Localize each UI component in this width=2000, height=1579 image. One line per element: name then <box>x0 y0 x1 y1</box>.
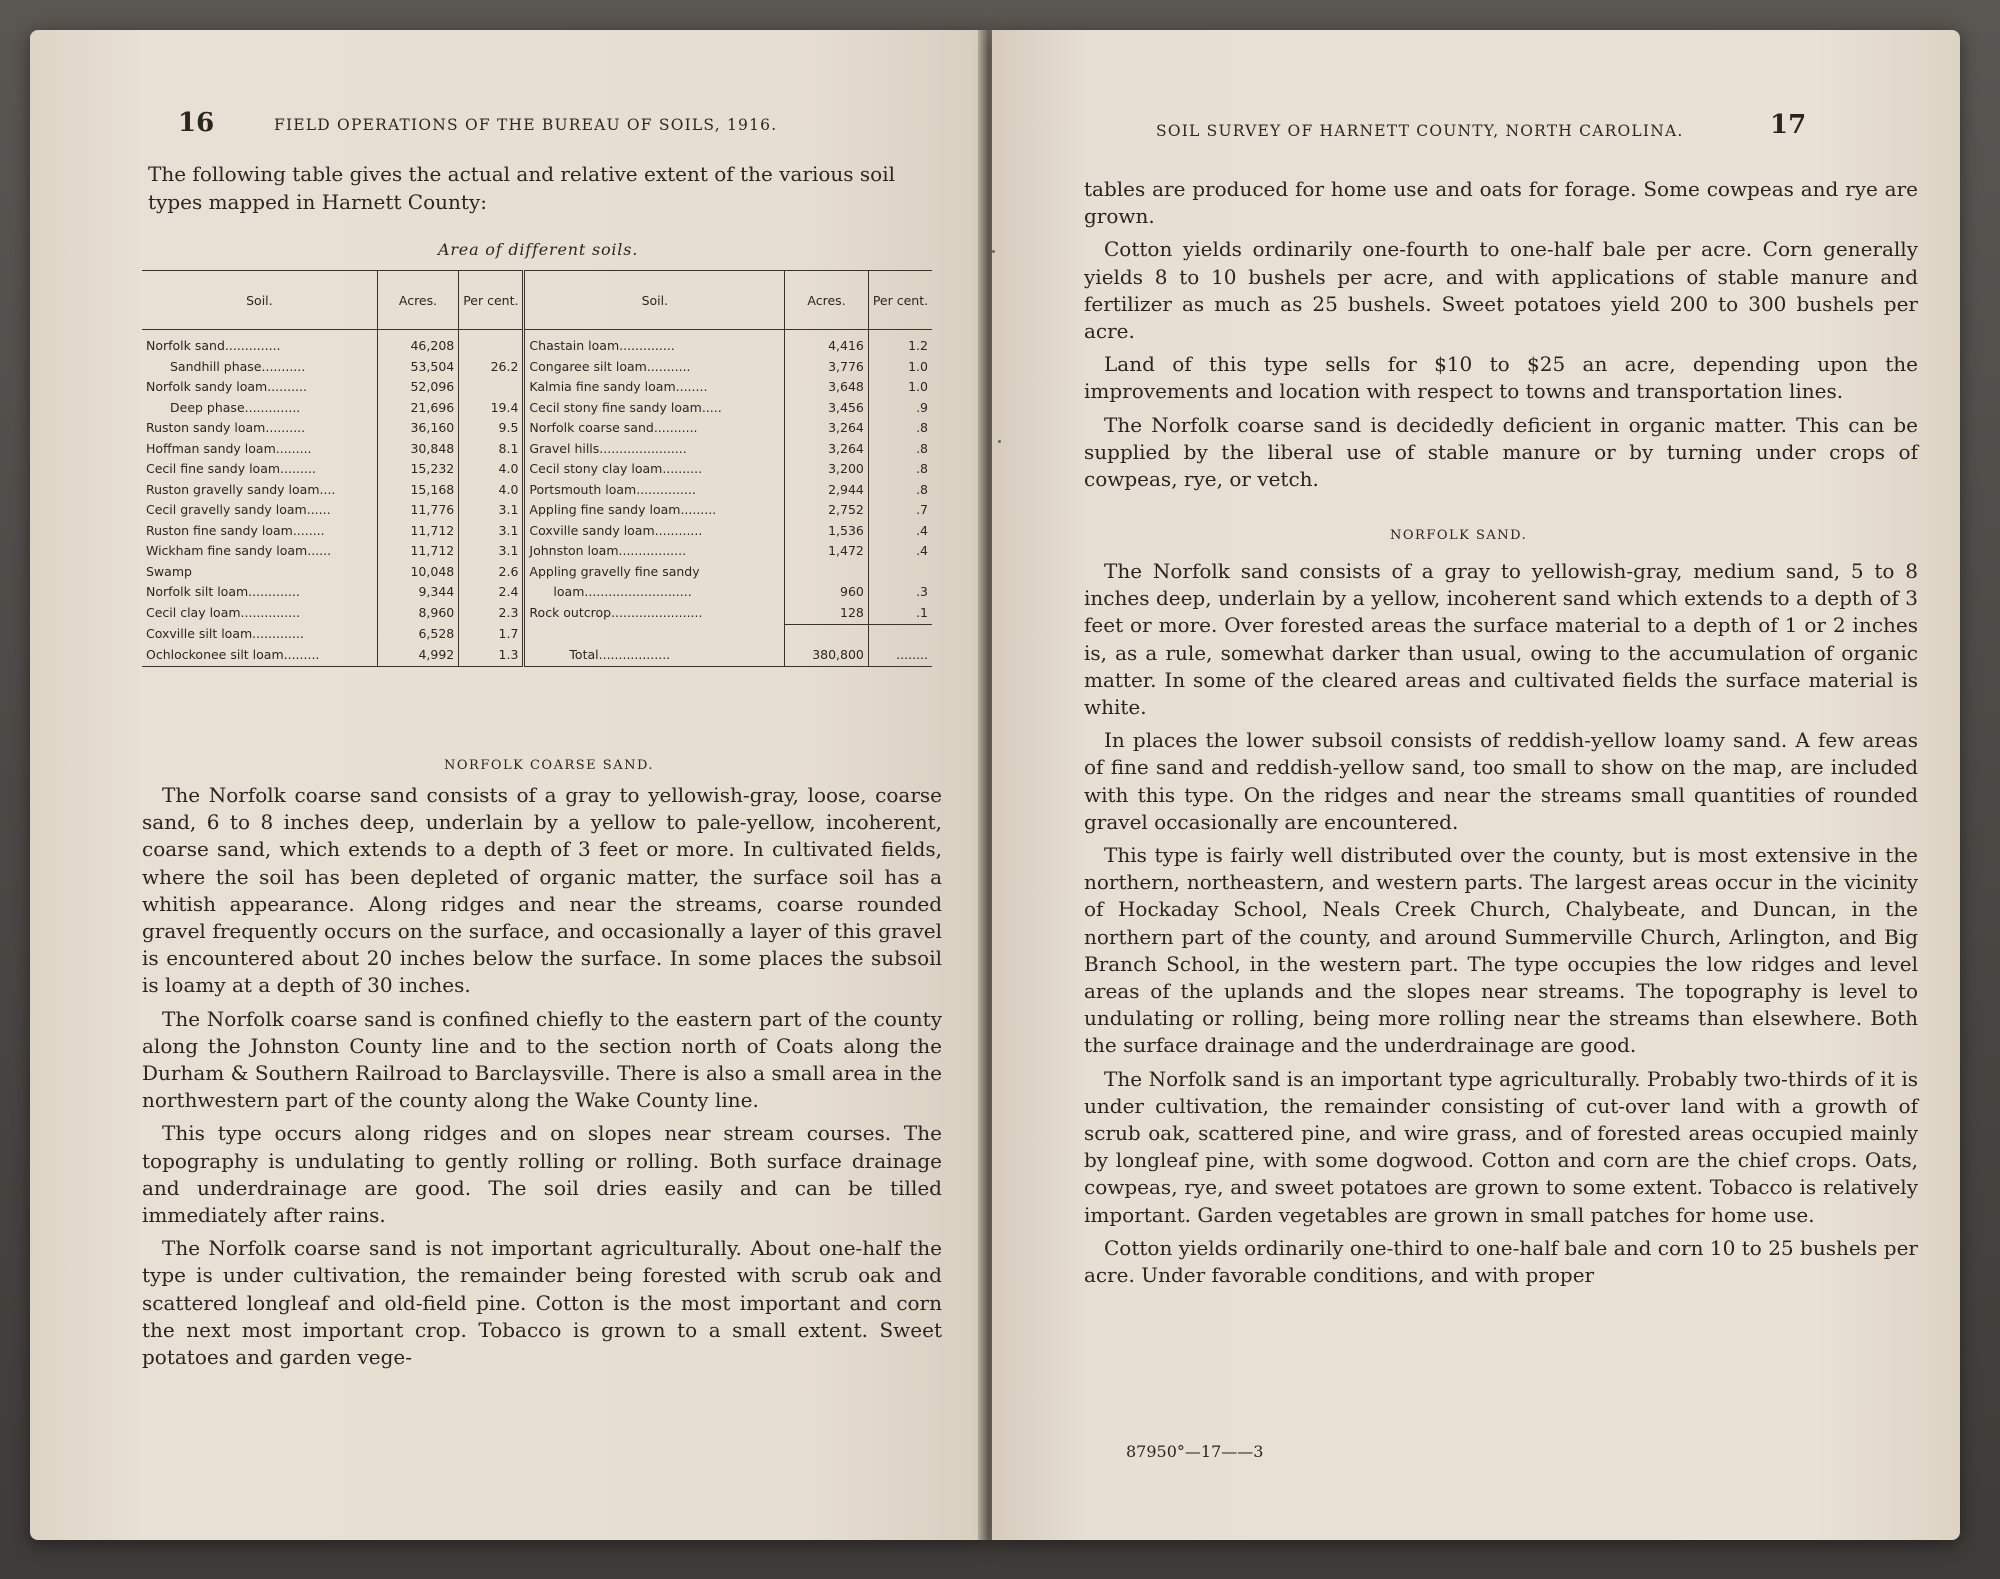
table-row: Coxville silt loam............. 6,528 1.7 <box>142 625 932 646</box>
acres-value: 3,264 <box>785 419 869 440</box>
percent-value: 8.1 <box>459 440 524 461</box>
soil-name: Deep phase <box>170 399 245 415</box>
acres-value: 10,048 <box>377 563 458 584</box>
percent-value: 1.0 <box>868 358 932 379</box>
soil-name: Swamp <box>146 563 192 579</box>
col-acres-1: Acres. <box>377 271 458 330</box>
left-body-text <box>142 782 942 1377</box>
percent-value: .4 <box>868 542 932 563</box>
acres-value: 36,160 <box>377 419 458 440</box>
table-row: Norfolk silt loam............. 9,344 2.4 loam........................... 960 .3 <box>142 583 932 604</box>
table-row: Deep phase.............. 21,696 19.4 Cecil stony fine sandy loam..... 3,456 .9 <box>142 399 932 420</box>
acres-value: 46,208 <box>377 330 458 358</box>
soil-name: Coxville sandy loam <box>529 522 655 538</box>
acres-value: 53,504 <box>377 358 458 379</box>
percent-value: .1 <box>868 604 932 625</box>
soil-name: Appling gravelly fine sandy <box>529 563 700 579</box>
soil-name: Ochlockonee silt loam <box>146 646 284 662</box>
total-percent: ........ <box>868 646 932 667</box>
paragraph: The Norfolk coarse sand consists of a gray to yellowish-gray, loose, coarse sand, 6 to 8 inches deep, underlain by a yellow to pale-yellow, incoherent, coarse sand, which extends to a depth of 3 feet or more. In cultivated fields, where the soil has been depleted of organic matter, the surface soil has a whitish appearance. Along ridges and near the streams, coarse rounded gravel frequently occurs on the surface, and occasionally a layer of this gravel is encountered about 20 inches below the surface. In some places the subsoil is loamy at a depth of 30 inches. <box>142 783 942 998</box>
acres-value: 21,696 <box>377 399 458 420</box>
right-page-number: 17 <box>1770 110 1807 140</box>
table-row: Ruston gravelly sandy loam.... 15,168 4.0 Portsmouth loam............... 2,944 .8 <box>142 481 932 502</box>
acres-value: 30,848 <box>377 440 458 461</box>
acres-value: 11,712 <box>377 522 458 543</box>
acres-value: 1,536 <box>785 522 869 543</box>
soil-area-table <box>142 270 932 667</box>
acres-value: 3,200 <box>785 460 869 481</box>
percent-value <box>868 563 932 584</box>
signature-code: 87950°—17——3 <box>1126 1442 1264 1461</box>
paragraph: The Norfolk sand consists of a gray to yellowish-gray, medium sand, 5 to 8 inches deep, underlain by a yellow, incoherent sand which extends to a depth of 3 feet or more. Over forested areas the surface material to a depth of 1 or 2 inches is, as a rule, somewhat darker than usual, owing to the accumulation of organic matter. In some of the cleared areas and cultivated fields the surface material is white. <box>1084 559 1918 720</box>
percent-value: 3.1 <box>459 522 524 543</box>
acres-value: 4,416 <box>785 330 869 358</box>
percent-value: .8 <box>868 440 932 461</box>
percent-value: 3.1 <box>459 542 524 563</box>
paragraph: Cotton yields ordinarily one-third to one-half bale and corn 10 to 25 bushels per acre. Under favorable conditions, and with proper <box>1084 1235 1918 1288</box>
acres-value: 3,648 <box>785 378 869 399</box>
right-section-heading: NORFOLK SAND. <box>1390 528 1528 543</box>
soil-name: Wickham fine sandy loam <box>146 543 308 558</box>
acres-value: 4,992 <box>377 646 458 667</box>
table-title: Area of different soils. <box>438 240 639 259</box>
soil-name: Portsmouth loam <box>529 481 637 497</box>
soil-name: Rock outcrop <box>529 604 612 620</box>
percent-value: 1.0 <box>868 378 932 399</box>
table-row <box>142 563 932 584</box>
soil-name: Hoffman sandy loam <box>146 440 276 456</box>
percent-value: .3 <box>868 583 932 604</box>
acres-value: 3,456 <box>785 399 869 420</box>
left-running-head: FIELD OPERATIONS OF THE BUREAU OF SOILS, 1916. <box>274 116 778 134</box>
acres-value: 960 <box>785 583 869 604</box>
total-acres: 380,800 <box>785 646 869 667</box>
paragraph: In places the lower subsoil consists of reddish-yellow loamy sand. A few areas of fine sand and reddish-yellow sand, too small to show on the map, are included with this type. On the ridges and near the streams small quantities of rounded gravel occasionally are encountered. <box>1084 728 1918 834</box>
percent-value <box>868 625 932 646</box>
percent-value: 1.3 <box>459 646 524 667</box>
soil-name: Norfolk sand <box>146 338 225 353</box>
soil-name: Cecil fine sandy loam <box>146 461 281 476</box>
soil-name: Norfolk silt loam <box>146 584 249 599</box>
left-page <box>30 30 988 1540</box>
soil-name: Kalmia fine sandy loam <box>529 379 676 394</box>
table-row: Sandhill phase........... 53,504 26.2 Congaree silt loam........... 3,776 1.0 <box>142 358 932 379</box>
paragraph: Land of this type sells for $10 to $25 an acre, depending upon the improvements and location with respect to towns and transportation lines. <box>1084 352 1918 404</box>
table-row: Hoffman sandy loam......... 30,848 8.1 Gravel hills...................... 3,264 .8 <box>142 440 932 461</box>
table-row: Ruston fine sandy loam........ 11,712 3.1 Coxville sandy loam............ 1,536 .4 <box>142 522 932 543</box>
paragraph: The Norfolk sand is an important type agriculturally. Probably two-thirds of it is under cultivation, the remainder consisting of cut-over land with a growth of scrub oak, scattered pine, and wire grass, and of forested areas occupied mainly by longleaf pine, with some dogwood. Cotton and corn are the chief crops. Oats, cowpeas, rye, and sweet potatoes are grown to some extent. Tobacco is relatively important. Garden vegetables are grown in small patches for home use. <box>1084 1066 1918 1227</box>
col-acres-2: Acres. <box>785 271 869 330</box>
percent-value: 26.2 <box>459 358 524 379</box>
percent-value: 2.3 <box>459 604 524 625</box>
percent-value: 9.5 <box>459 419 524 440</box>
paper-speck <box>998 440 1001 443</box>
percent-value: 1.7 <box>459 625 524 646</box>
soil-name: Ruston fine sandy loam <box>146 522 293 538</box>
acres-value: 15,232 <box>377 460 458 481</box>
table-row: Ochlockonee silt loam......... 4,992 1.3 Total.................. 380,800 ........ <box>142 646 932 667</box>
acres-value: 3,776 <box>785 358 869 379</box>
acres-value: 15,168 <box>377 481 458 502</box>
paragraph: The Norfolk coarse sand is not important agriculturally. About one-half the type is under cultivation, the remainder being forested with scrub oak and scattered longleaf and old-field pine. Cotton is the most important and corn the next most important crop. Tobacco is grown to a small extent. Sweet potatoes and garden vege- <box>142 1236 942 1370</box>
soil-name: loam <box>553 584 585 599</box>
acres-value: 2,752 <box>785 501 869 522</box>
soil-name: Cecil gravelly sandy loam <box>146 502 307 517</box>
soil-name: Appling fine sandy loam <box>529 502 681 517</box>
acres-value: 2,944 <box>785 481 869 502</box>
paragraph: This type is fairly well distributed over the county, but is most extensive in the northern, northeastern, and western parts. The largest areas occur in the vicinity of Hockaday School, Neals Creek Church, Chalybeate, and Duncan, in the northern part of the county, and around Summerville Church, Arlington, and Big Branch School, in the western part. The type occupies the low ridges and level areas of the uplands and the slopes near streams. The topography is level to undulating or rolling, being more rolling near the streams than elsewhere. Both the surface drainage and the underdrainage are good. <box>1084 843 1918 1058</box>
col-percent-1: Per cent. <box>459 271 524 330</box>
soil-name: Cecil stony fine sandy loam <box>529 399 702 415</box>
right-page <box>992 30 1960 1540</box>
table-row: Norfolk sandy loam.......... 52,096 Kalmia fine sandy loam........ 3,648 1.0 <box>142 378 932 399</box>
table-row: Cecil gravelly sandy loam...... 11,776 3.1 Appling fine sandy loam......... 2,752 .7 <box>142 501 932 522</box>
table-row: Norfolk sand.............. 46,208 Chastain loam.............. 4,416 1.2 <box>142 330 932 358</box>
table-intro <box>148 160 936 216</box>
acres-value: 11,776 <box>377 501 458 522</box>
soil-name: Ruston sandy loam <box>146 420 266 435</box>
paragraph: tables are produced for home use and oats for forage. Some cowpeas and rye are grown. <box>1084 177 1918 229</box>
acres-value: 8,960 <box>377 604 458 625</box>
soil-name: Sandhill phase <box>170 358 262 374</box>
percent-value: 4.0 <box>459 481 524 502</box>
paragraph: The Norfolk coarse sand is confined chiefly to the eastern part of the county along the Johnston County line and to the section north of Coats along the Durham & Southern Railroad to Barclaysville. There is also a small area in the northwestern part of the county along the Wake County line. <box>142 1006 942 1113</box>
right-body-bottom <box>1084 558 1918 1295</box>
percent-value: 2.4 <box>459 583 524 604</box>
acres-value <box>785 625 869 646</box>
left-page-number: 16 <box>178 108 215 138</box>
percent-value: .8 <box>868 419 932 440</box>
paragraph: Cotton yields ordinarily one-fourth to one-half bale per acre. Corn generally yields 8 to 10 bushels per acre, and with applications of stable manure and fertilizer as much as 25 bushels. Sweet potatoes yield 200 to 300 bushels per acre. <box>1084 237 1918 344</box>
percent-value: 19.4 <box>459 399 524 420</box>
percent-value: 2.6 <box>459 563 524 584</box>
left-section-heading: NORFOLK COARSE SAND. <box>444 758 655 773</box>
total-label: Total <box>569 646 599 662</box>
col-soil-2: Soil. <box>524 271 785 330</box>
table-row: Cecil fine sandy loam......... 15,232 4.0 Cecil stony clay loam.......... 3,200 .8 <box>142 460 932 481</box>
acres-value: 1,472 <box>785 542 869 563</box>
soil-name: Ruston gravelly sandy loam <box>146 481 320 497</box>
col-soil-1: Soil. <box>142 271 377 330</box>
soil-name: Congaree silt loam <box>529 358 647 374</box>
acres-value: 3,264 <box>785 440 869 461</box>
soil-name: Norfolk sandy loam <box>146 379 268 394</box>
col-percent-2: Per cent. <box>868 271 932 330</box>
paper-speck <box>992 250 995 253</box>
percent-value: 4.0 <box>459 460 524 481</box>
acres-value: 9,344 <box>377 583 458 604</box>
paragraph: This type occurs along ridges and on slopes near stream courses. The topography is undulating to gently rolling or rolling. Both surface drainage and underdrainage are good. The soil dries easily and can be tilled immediately after rains. <box>142 1121 942 1228</box>
acres-value: 11,712 <box>377 542 458 563</box>
table-header-row <box>142 271 932 330</box>
soil-name: Chastain loam <box>529 338 620 353</box>
right-body-top <box>1084 176 1918 499</box>
paragraph: The Norfolk coarse sand is decidedly deficient in organic matter. This can be supplied by the liberal use of stable manure or by turning under crops of cowpeas, rye, or vetch. <box>1084 412 1918 492</box>
percent-value: 1.2 <box>868 330 932 358</box>
soil-name: Cecil stony clay loam <box>529 461 663 476</box>
table-row: Cecil clay loam............... 8,960 2.3 Rock outcrop....................... 128 .1 <box>142 604 932 625</box>
soil-name: Gravel hills <box>529 440 600 456</box>
percent-value: .8 <box>868 481 932 502</box>
table-row: Wickham fine sandy loam...... 11,712 3.1 Johnston loam................. 1,472 .4 <box>142 542 932 563</box>
acres-value: 128 <box>785 604 869 625</box>
percent-value: .8 <box>868 460 932 481</box>
percent-value: 3.1 <box>459 501 524 522</box>
percent-value <box>459 378 524 399</box>
soil-name: Norfolk coarse sand <box>529 420 654 435</box>
right-running-head: SOIL SURVEY OF HARNETT COUNTY, NORTH CAROLINA. <box>1156 122 1684 140</box>
percent-value: .4 <box>868 522 932 543</box>
percent-value: .7 <box>868 501 932 522</box>
table-intro-text: The following table gives the actual and relative extent of the various soil types mapped in Harnett County: <box>148 162 895 214</box>
acres-value: 6,528 <box>377 625 458 646</box>
percent-value <box>459 330 524 358</box>
acres-value: 52,096 <box>377 378 458 399</box>
soil-name: Cecil clay loam <box>146 604 241 620</box>
soil-name: Coxville silt loam <box>146 625 253 641</box>
soil-name: Johnston loam <box>529 543 619 558</box>
table-row: Ruston sandy loam.......... 36,160 9.5 Norfolk coarse sand........... 3,264 .8 <box>142 419 932 440</box>
acres-value <box>785 563 869 584</box>
percent-value: .9 <box>868 399 932 420</box>
